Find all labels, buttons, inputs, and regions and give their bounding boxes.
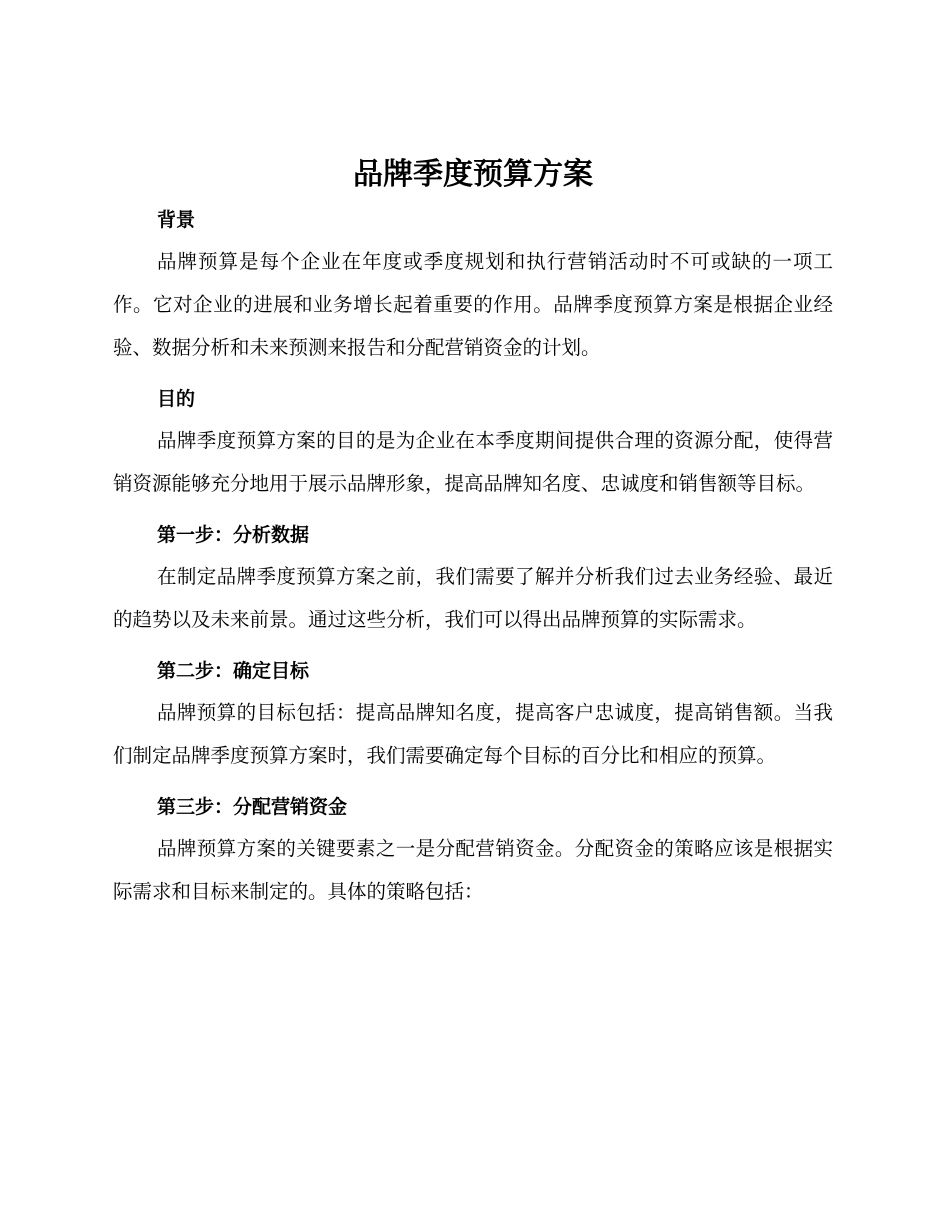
section-heading: 背景 xyxy=(157,209,196,231)
section-heading: 第一步：分析数据 xyxy=(157,524,310,546)
section-paragraph: 品牌季度预算方案的目的是为企业在本季度期间提供合理的资源分配，使得营销资源能够充分地用于展示品牌形象，提高品牌知名度、忠诚度和销售额等目标。 xyxy=(113,429,833,495)
section-paragraph: 品牌预算是每个企业在年度或季度规划和执行营销活动时不可或缺的一项工作。它对企业的进展和业务增长起着重要的作用。品牌季度预算方案是根据企业经验、数据分析和未来预测来报告和分配营销资金的计划。 xyxy=(113,250,833,359)
section-paragraph: 品牌预算的目标包括：提高品牌知名度，提高客户忠诚度，提高销售额。当我们制定品牌季度预算方案时，我们需要确定每个目标的百分比和相应的预算。 xyxy=(113,701,833,767)
section-heading: 目的 xyxy=(157,388,196,410)
section-background xyxy=(113,200,833,369)
section-step-1 xyxy=(113,515,833,641)
section-paragraph: 在制定品牌季度预算方案之前，我们需要了解并分析我们过去业务经验、最近的趋势以及未来前景。通过这些分析，我们可以得出品牌预算的实际需求。 xyxy=(113,565,833,631)
section-heading: 第二步：确定目标 xyxy=(157,660,310,682)
section-step-2 xyxy=(113,651,833,777)
section-step-3 xyxy=(113,787,833,913)
section-paragraph: 品牌预算方案的关键要素之一是分配营销资金。分配资金的策略应该是根据实际需求和目标来制定的。具体的策略包括： xyxy=(113,837,833,903)
document-title: 品牌季度预算方案 xyxy=(353,157,593,192)
section-heading: 第三步：分配营销资金 xyxy=(157,796,348,818)
section-purpose xyxy=(113,379,833,505)
document-body xyxy=(113,150,833,923)
